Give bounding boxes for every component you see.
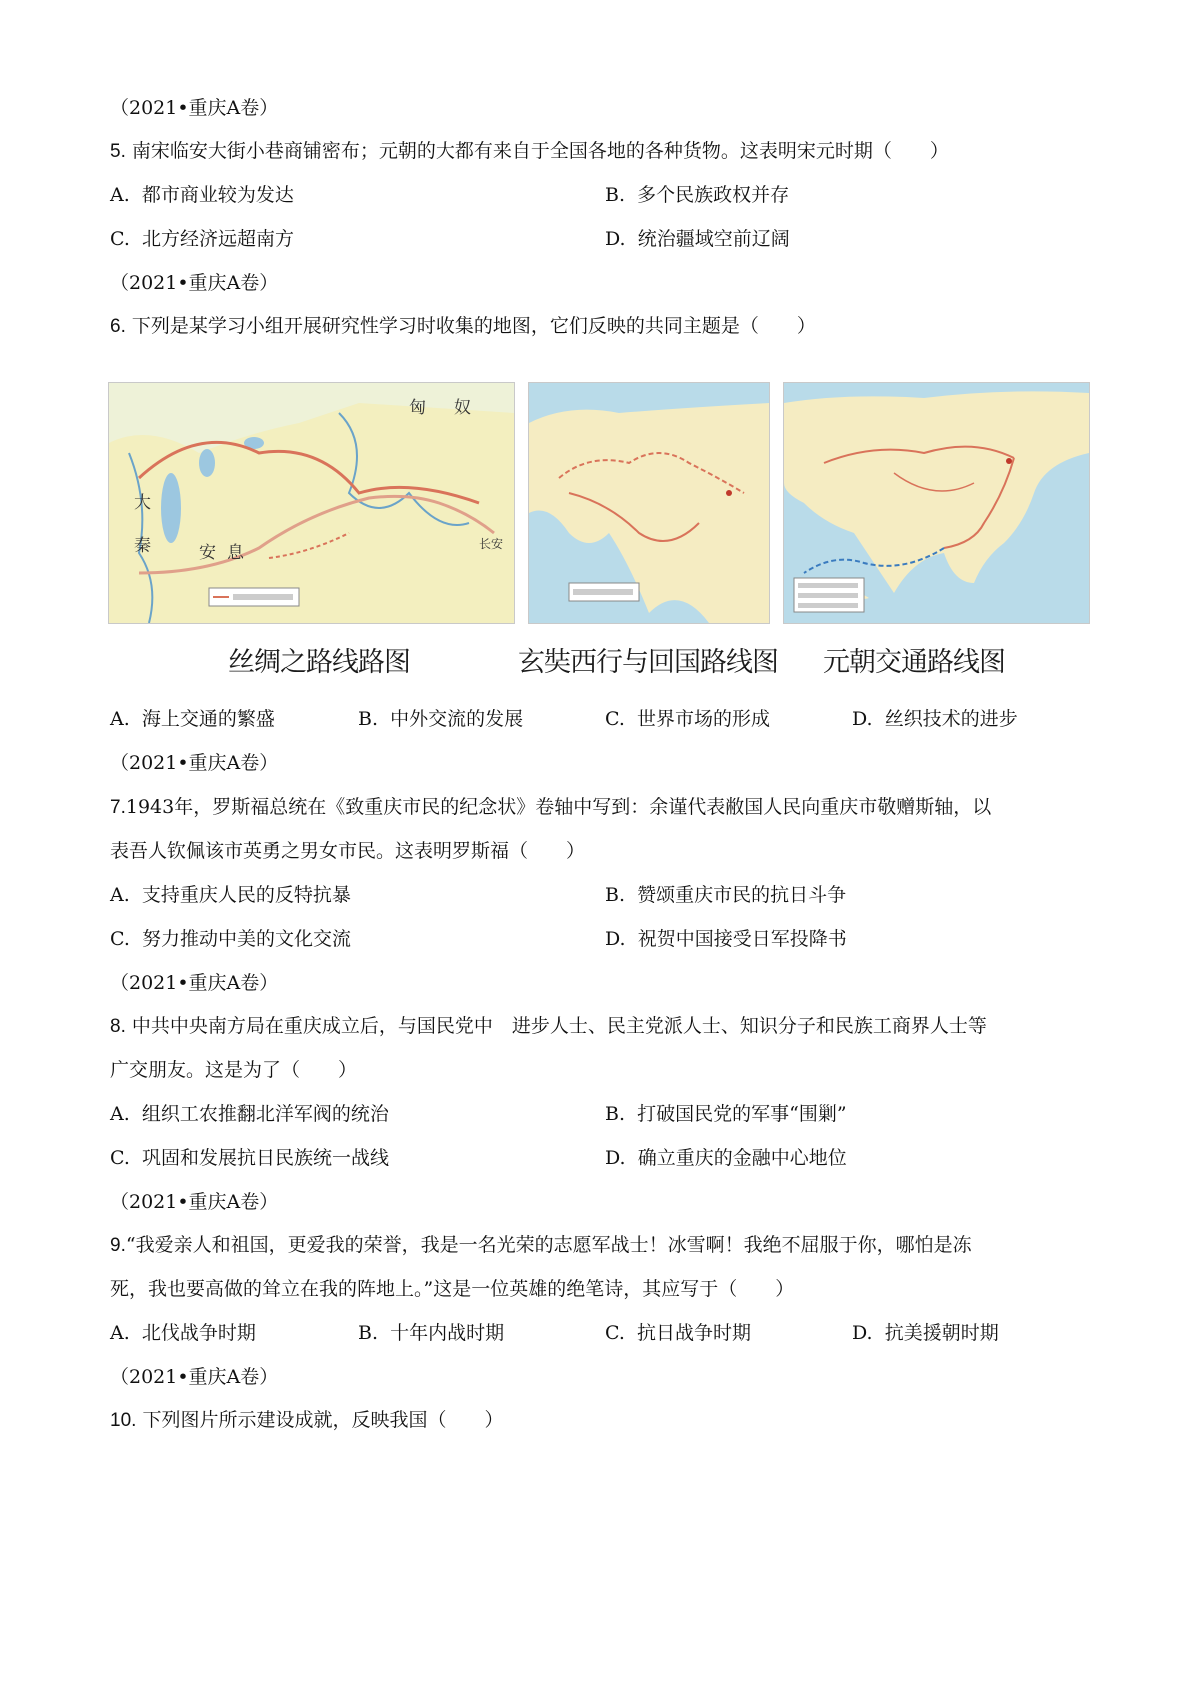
map-label: 安	[199, 543, 216, 563]
source-label: （2021•重庆A卷）	[110, 97, 279, 119]
option-c: C. 世界市场的形成	[605, 708, 771, 730]
option-b: B. 十年内战时期	[358, 1322, 505, 1344]
question-number: 6.	[110, 316, 126, 337]
silk-road-map	[108, 382, 515, 624]
question-stem: 南宋临安大街小巷商铺密布；元朝的大都有来自于全国各地的各种货物。这表明宋元时期（ ）	[131, 140, 949, 162]
map-caption: 玄奘西行与回国路线图	[518, 647, 778, 678]
source-label: （2021•重庆A卷）	[110, 272, 279, 294]
question-number: 9.	[110, 1235, 126, 1256]
question-number: 10.	[110, 1410, 137, 1431]
map-label: 大	[134, 493, 151, 513]
question-stem-continued: 表吾人钦佩该市英勇之男女市民。这表明罗斯福（ ）	[110, 840, 586, 862]
option-b: B. 中外交流的发展	[358, 708, 524, 730]
map-label: 息	[227, 543, 244, 563]
source-label: （2021•重庆A卷）	[110, 1191, 279, 1213]
question-5	[110, 138, 949, 165]
map-figure	[108, 382, 1093, 682]
option-c: C. 巩固和发展抗日民族统一战线	[110, 1147, 390, 1169]
xuanzang-route-map-graphic	[529, 383, 769, 623]
yuan-transport-map-graphic	[784, 383, 1089, 623]
option-b: B. 赞颂重庆市民的抗日斗争	[605, 884, 847, 906]
question-stem-continued: 死，我也要高做的耸立在我的阵地上。”这是一位英雄的绝笔诗，其应写于（ ）	[110, 1278, 795, 1300]
xuanzang-route-map	[528, 382, 770, 624]
option-a: A. 北伐战争时期	[110, 1322, 256, 1344]
question-9	[110, 1232, 972, 1259]
question-number: 5.	[110, 141, 126, 162]
option-a: A. 海上交通的繁盛	[110, 708, 275, 730]
question-number: 8.	[110, 1016, 126, 1037]
question-stem: “我爱亲人和祖国，更爱我的荣誉，我是一名光荣的志愿军战士！冰雪啊！我绝不屈服于你，哪怕是冻	[125, 1234, 972, 1256]
question-6	[110, 313, 816, 340]
silk-road-map-graphic	[109, 383, 514, 623]
map-label: 匈	[409, 398, 426, 418]
option-c: C. 抗日战争时期	[605, 1322, 752, 1344]
option-c: C. 努力推动中美的文化交流	[110, 928, 352, 950]
question-10	[110, 1407, 503, 1434]
question-stem: 1943年，罗斯福总统在《致重庆市民的纪念状》卷轴中写到：余谨代表敝国人民向重庆市敬赠斯轴，以	[125, 796, 992, 818]
option-d: D. 统治疆域空前辽阔	[605, 228, 790, 250]
option-b: B. 打破国民党的军事“围剿”	[605, 1103, 847, 1125]
option-d: D. 祝贺中国接受日军投降书	[605, 928, 847, 950]
source-label: （2021•重庆A卷）	[110, 972, 279, 994]
question-8	[110, 1013, 987, 1040]
map-caption: 元朝交通路线图	[823, 647, 1005, 678]
option-a: A. 都市商业较为发达	[110, 184, 294, 206]
source-label: （2021•重庆A卷）	[110, 752, 279, 774]
option-d: D. 确立重庆的金融中心地位	[605, 1147, 847, 1169]
question-number: 7.	[110, 797, 126, 818]
map-label: 奴	[454, 398, 471, 418]
yuan-transport-map	[783, 382, 1090, 624]
option-a: A. 组织工农推翻北洋军阀的统治	[110, 1103, 389, 1125]
question-7	[110, 794, 991, 821]
option-b: B. 多个民族政权并存	[605, 184, 790, 206]
map-caption: 丝绸之路线路图	[228, 647, 410, 678]
question-stem: 下列是某学习小组开展研究性学习时收集的地图，它们反映的共同主题是（ ）	[131, 315, 816, 337]
map-label: 长安	[479, 537, 504, 551]
option-c: C. 北方经济远超南方	[110, 228, 295, 250]
option-a: A. 支持重庆人民的反特抗暴	[110, 884, 351, 906]
option-d: D. 丝织技术的进步	[852, 708, 1018, 730]
question-stem-continued: 广交朋友。这是为了（ ）	[110, 1059, 358, 1081]
source-label: （2021•重庆A卷）	[110, 1366, 279, 1388]
option-d: D. 抗美援朝时期	[852, 1322, 999, 1344]
question-stem: 中共中央南方局在重庆成立后，与国民党中 进步人士、民主党派人士、知识分子和民族工商界人士等	[131, 1015, 987, 1037]
question-stem: 下列图片所示建设成就，反映我国（ ）	[142, 1409, 504, 1431]
map-label: 秦	[134, 536, 151, 556]
